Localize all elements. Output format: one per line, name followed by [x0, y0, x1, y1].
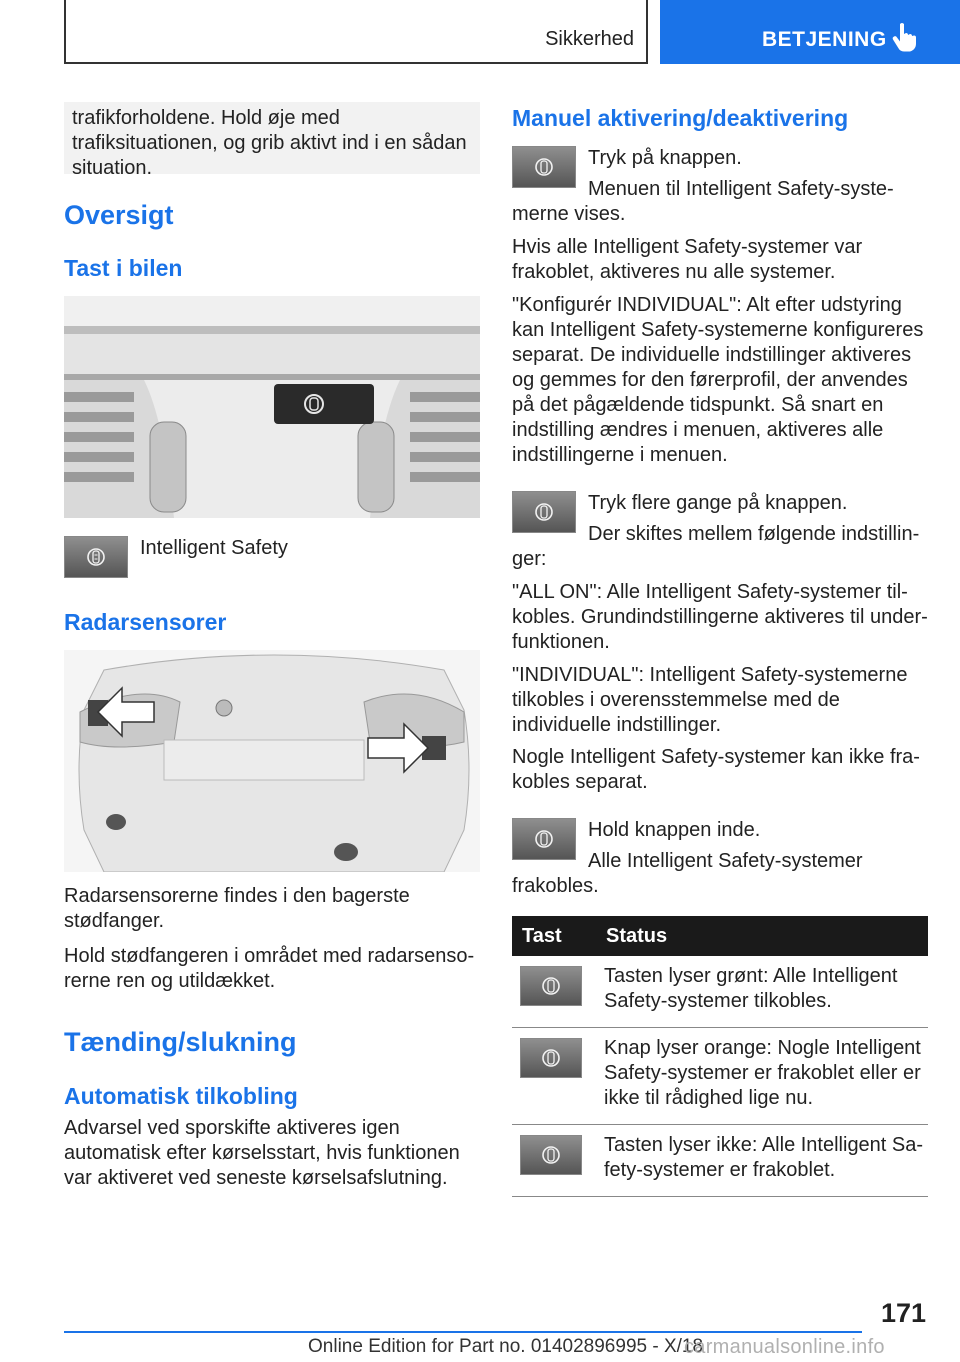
heading-taending-slukning: Tænding/slukning	[64, 1027, 297, 1057]
table-header-status: Status	[596, 916, 928, 956]
hand-pointer-icon	[892, 22, 918, 57]
intelligent-safety-icon	[535, 828, 553, 850]
auto-text: Advarsel ved sporskifte aktiveres igen automatisk efter kørselsstart, hvis funktionen var aktiveret ved seneste kørselsafslutning.	[64, 1117, 460, 1189]
radar-text-1: Radarsensorerne findes i den bagerste stødfanger.	[64, 885, 410, 932]
step2-line1: Tryk flere gange på knappen.	[588, 492, 848, 514]
table-button-image	[520, 1038, 582, 1078]
heading-tast-i-bilen: Tast i bilen	[64, 255, 183, 281]
heading-oversigt: Oversigt	[64, 200, 174, 230]
individual-text: "INDIVIDUAL": Intelligent Safety-systemerne tilkobles i overensstemmelse med de individuelle indstillinger.	[512, 664, 908, 736]
step1-line2: Menuen til Intelligent Safety-systemerne vises.	[512, 178, 894, 225]
table-header-tast: Tast	[512, 916, 596, 956]
header-tab-betjening[interactable]	[660, 0, 960, 64]
all-on-text: "ALL ON": Alle Intelligent Safety-systemer tilkobles. Grundindstillingerne aktiveres til underfunktionen.	[512, 581, 928, 653]
step3-line2: Alle Intelligent Safety-systemer frakobles.	[512, 850, 863, 897]
header-section: Sikkerhed	[545, 28, 634, 50]
intelligent-safety-icon	[542, 975, 560, 997]
heading-automatisk-tilkobling: Automatisk tilkobling	[64, 1083, 298, 1109]
footer-divider	[64, 1331, 862, 1333]
step2-line2: Der skiftes mellem følgende indstillinger:	[512, 523, 920, 570]
intelligent-safety-icon	[535, 156, 553, 178]
table-row	[512, 1125, 928, 1197]
button-caption: Intelligent Safety	[140, 537, 288, 559]
header-tab-label: BETJENING	[762, 28, 887, 51]
table-status-text: Tasten lyser ikke: Alle Intelligent Safety-systemer er frakoblet.	[596, 1125, 928, 1197]
intro-text: trafikforholdene. Hold øje med trafiksituationen, og grib aktivt ind i en sådan situation.	[72, 107, 467, 179]
intelligent-safety-icon	[542, 1144, 560, 1166]
table-row	[512, 956, 928, 1028]
radar-text-2: Hold stødfangeren i området med radarsensorerne ren og utildækket.	[64, 945, 475, 992]
heading-manuel-aktivering: Manuel aktivering/deaktivering	[512, 105, 849, 131]
status-table-wrapper	[512, 916, 928, 1197]
watermark: carmanualsonline.info	[684, 1336, 885, 1358]
table-header-row	[512, 916, 928, 956]
table-button-image	[520, 1135, 582, 1175]
separat-text: Nogle Intelligent Safety-systemer kan ikke frakobles separat.	[512, 746, 920, 793]
intelligent-safety-icon	[542, 1047, 560, 1069]
table-button-image	[520, 966, 582, 1006]
intelligent-safety-button-image	[64, 536, 128, 578]
note-box	[64, 102, 480, 179]
heading-radarsensorer: Radarsensorer	[64, 609, 227, 635]
step1-line1: Tryk på knappen.	[588, 147, 742, 169]
page-number: 171	[880, 1298, 926, 1328]
footer-edition: Online Edition for Part no. 01402896995 - X/18	[308, 1336, 704, 1357]
step3-line1: Hold knappen inde.	[588, 819, 761, 841]
car-rear-photo	[64, 650, 480, 872]
table-row	[512, 1028, 928, 1125]
table-status-text: Knap lyser orange: Nogle Intelligent Safety-systemer er frakoblet eller er ikke til rådighed lige nu.	[596, 1028, 928, 1125]
config-text: "Konfigurér INDIVIDUAL": Alt efter udstyring kan Intelligent Safety-systemerne konfigureres separat. De individuelle indstillinger aktiveres og gemmes for den førerprofil, der anvendes på det pågældende tidspunkt. Så snart en indstilling ændres i menuen, aktiveres alle indstillingerne i menuen.	[512, 294, 924, 466]
intelligent-safety-icon	[87, 546, 105, 568]
intelligent-safety-icon	[535, 501, 553, 523]
all-off-text: Hvis alle Intelligent Safety-systemer var frakoblet, aktiveres nu alle systemer.	[512, 236, 863, 283]
dashboard-photo	[64, 296, 480, 518]
table-status-text: Tasten lyser grønt: Alle Intelligent Safety-systemer tilkobles.	[596, 956, 928, 1028]
status-table	[512, 916, 928, 1197]
